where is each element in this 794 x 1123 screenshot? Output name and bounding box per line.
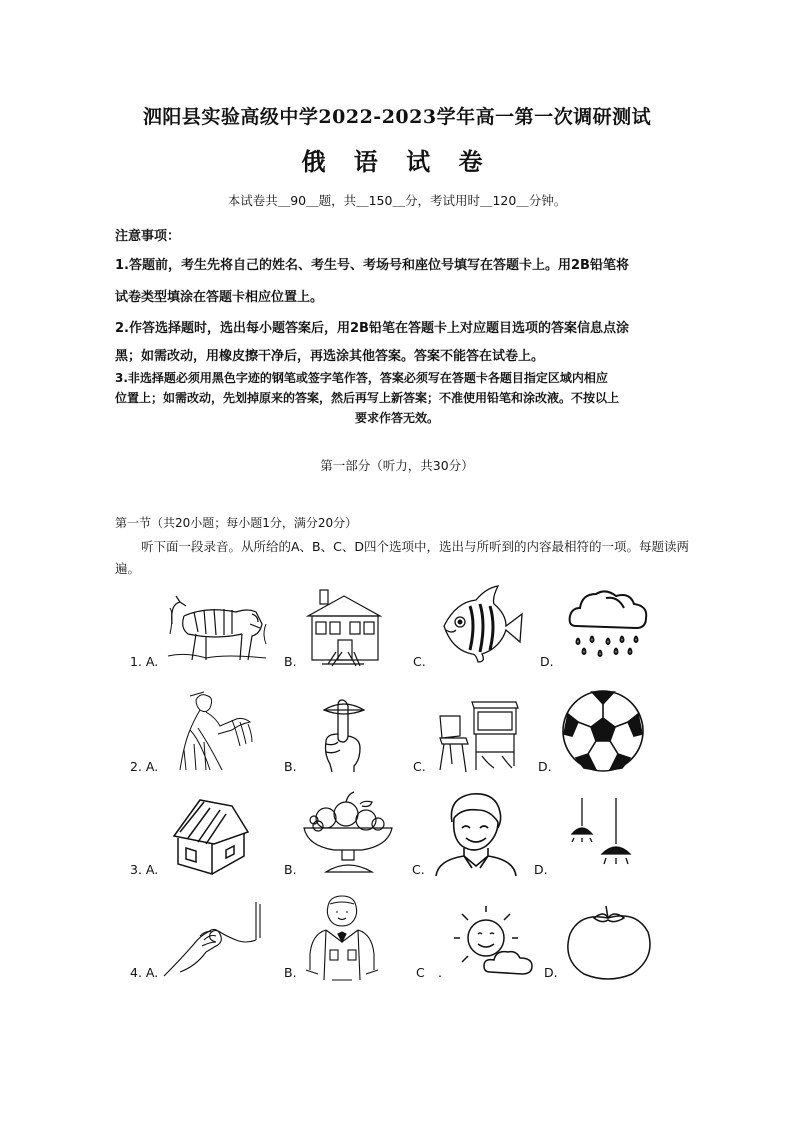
section1-instruction: 听下面一段录音。从所给的A、B、C、D四个选项中，选出与所听到的内容最相符的一项。每题读两遍。 <box>115 539 689 576</box>
q4-option-b-label: B. <box>284 965 297 980</box>
exam-subtitle: 俄 语 试 卷 <box>301 147 493 176</box>
notice-rule-2-line-2: 黑；如需改动，用橡皮擦干净后，再选涂其他答案。答案不能答在试卷上。 <box>115 349 545 364</box>
q3-option-d-label: D. <box>534 862 548 877</box>
cottage-icon <box>170 796 250 878</box>
q1-option-c-label: C. <box>413 654 426 669</box>
q1-option-d-label: D. <box>540 654 554 669</box>
smiling-man-icon <box>432 788 522 876</box>
part1-title: 第一部分（听力，共30分） <box>320 458 474 473</box>
notice-rule-3-line-1: 3.非选择题必须用黑色字迹的钢笔或签字笔作答，答案必须写在答题卡各题目指定区域内相应 <box>115 371 608 385</box>
q4-option-c-dot: . <box>438 965 442 980</box>
q2-option-b-label: B. <box>284 759 297 774</box>
q4-option-d-label: D. <box>544 965 558 980</box>
rain-cloud-icon <box>566 586 650 662</box>
q2-option-d-label: D. <box>538 759 552 774</box>
notice-rule-3-line-3: 要求作答无效。 <box>354 411 439 425</box>
q3-option-c-label: C. <box>412 862 425 877</box>
q1-option-a-label: 1. A. <box>130 654 159 669</box>
exam-title: 泗阳县实验高级中学2022-2023学年高一第一次调研测试 <box>142 106 652 128</box>
notice-rule-1-line-2: 试卷类型填涂在答题卡相应位置上。 <box>115 290 324 305</box>
school-desk-icon <box>432 694 522 776</box>
house-icon <box>302 586 386 666</box>
silence-gesture-icon <box>316 694 372 772</box>
notice-rule-2-line-1: 2.作答选择题时，选出每小题答案后，用2B铅笔在答题卡上对应题目选项的答案信息点涂 <box>115 321 629 336</box>
teacher-icon <box>302 894 382 982</box>
soccer-ball-icon <box>560 688 646 774</box>
q4-option-c-label: C <box>416 965 425 980</box>
poet-icon <box>170 690 260 772</box>
q3-option-a-label: 3. A. <box>130 862 159 877</box>
tiger-icon <box>166 594 270 664</box>
q2-option-a-label: 2. A. <box>130 759 159 774</box>
fruit-bowl-icon <box>302 792 394 874</box>
q1-option-b-label: B. <box>284 654 297 669</box>
exam-info: 本试卷共＿90＿题，共＿150＿分，考试用时＿120＿分钟。 <box>227 193 567 208</box>
tomato-icon <box>564 902 652 980</box>
q3-option-b-label: B. <box>284 862 297 877</box>
fish-icon <box>436 584 526 664</box>
section1-heading: 第一节（共20小题；每小题1分，满分20分） <box>115 516 358 530</box>
q4-option-a-label: 4. A. <box>130 965 159 980</box>
notice-heading: 注意事项： <box>115 229 181 244</box>
sun-cloud-icon <box>446 906 538 980</box>
notice-rule-1-line-1: 1.答题前，考生先将自己的姓名、考生号、考场号和座位号填写在答题卡上。用2B铅笔将 <box>115 258 629 273</box>
ceiling-lamps-icon <box>560 796 640 872</box>
notice-rule-3-line-2: 位置上；如需改动，先划掉原来的答案，然后再写上新答案；不准使用铅笔和涂改液。不按以上 <box>115 391 620 405</box>
handshake-icon <box>160 900 264 980</box>
q2-option-c-label: C. <box>413 759 426 774</box>
